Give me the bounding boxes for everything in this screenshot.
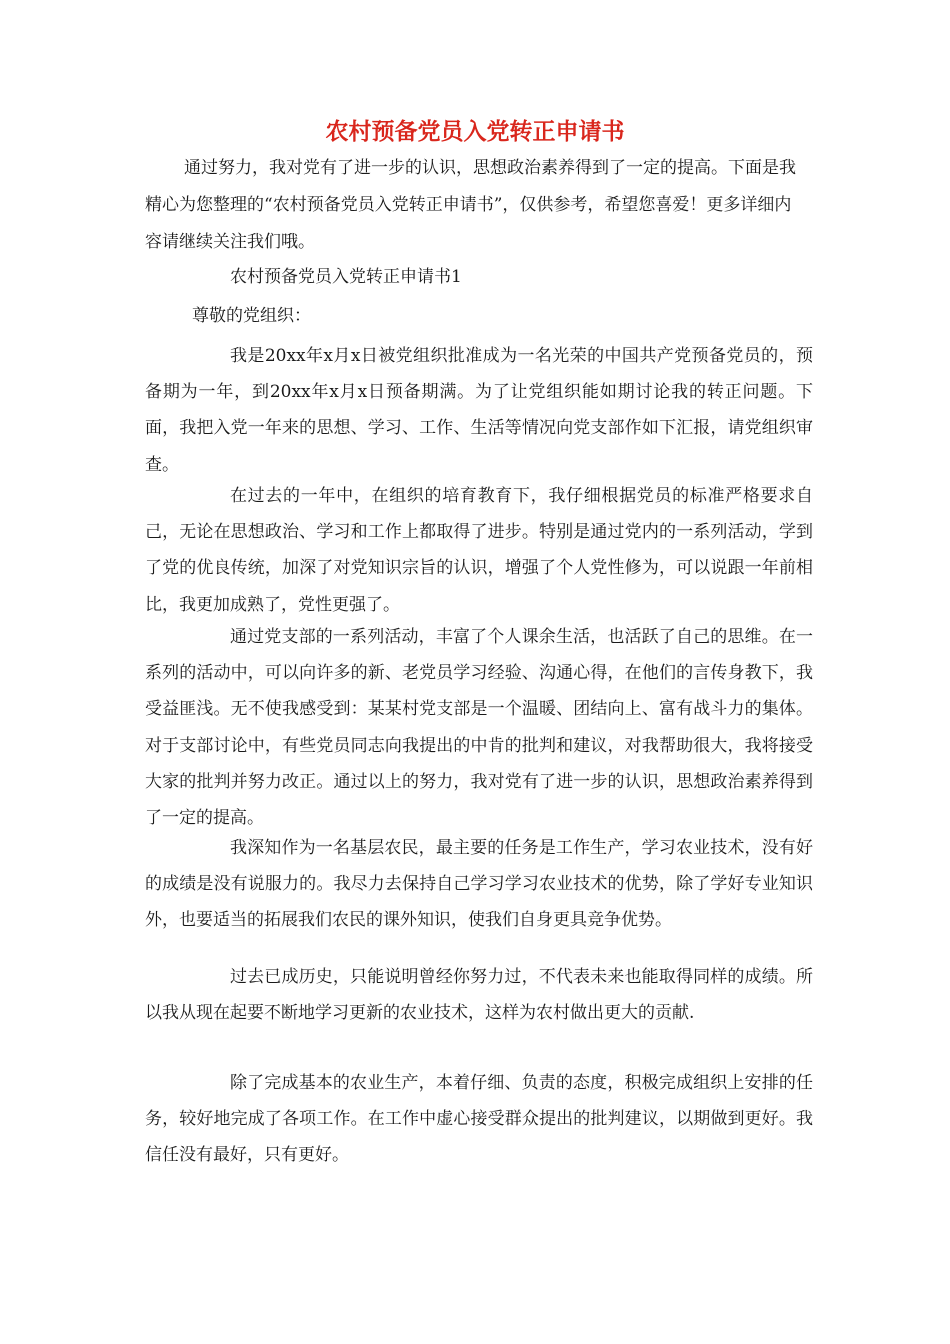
salutation: 尊敬的党组织： <box>192 306 311 326</box>
body-paragraph: 我是20xx年x月x日被党组织批准成为一名光荣的中国共产党预备党员的，预备期为一年，到20xx年x月x日预备期满。为了让党组织能如期讨论我的转正问题。下面，我把入党一年来的思想、学习、工作、生活等情况向党支部作如下汇报，请党组织审查。 <box>145 346 813 475</box>
intro-paragraph: 通过努力，我对党有了进一步的认识，思想政治素养得到了一定的提高。下面是我精心为您整理的“农村预备党员入党转正申请书”，仅供参考，希望您喜爱！更多详细内容请继续关注我们哦。 <box>145 158 796 252</box>
body-paragraph: 除了完成基本的农业生产，本着仔细、负责的态度，积极完成组织上安排的任务，较好地完成了各项工作。在工作中虚心接受群众提出的批判建议，以期做到更好。我信任没有最好，只有更好。 <box>145 1073 813 1166</box>
body-paragraph: 过去已成历史，只能说明曾经你努力过，不代表未来也能取得同样的成绩。所以我从现在起要不断地学习更新的农业技术，这样为农村做出更大的贡献. <box>145 967 813 1024</box>
body-paragraph: 我深知作为一名基层农民，最主要的任务是工作生产，学习农业技术，没有好的成绩是没有说服力的。我尽力去保持自己学习学习农业技术的优势，除了学好专业知识外，也要适当的拓展我们农民的课外知识，使我们自身更具竞争优势。 <box>145 838 813 931</box>
body-paragraph: 通过党支部的一系列活动，丰富了个人课余生活，也活跃了自己的思维。在一系列的活动中，可以向许多的新、老党员学习经验、沟通心得，在他们的言传身教下，我受益匪浅。无不使我感受到：某某村党支部是一个温暖、团结向上、富有战斗力的集体。对于支部讨论中，有些党员同志向我提出的中肯的批判和建议，对我帮助很大，我将接受大家的批判并努力改正。通过以上的努力，我对党有了进一步的认识，思想政治素养得到了一定的提高。 <box>145 627 813 829</box>
letter-subtitle: 农村预备党员入党转正申请书1 <box>230 267 462 287</box>
document-title: 农村预备党员入党转正申请书 <box>325 119 625 145</box>
body-paragraph: 在过去的一年中，在组织的培育教育下，我仔细根据党员的标准严格要求自己，无论在思想政治、学习和工作上都取得了进步。特别是通过党内的一系列活动，学到了党的优良传统，加深了对党知识宗旨的认识，增强了个人党性修为，可以说跟一年前相比，我更加成熟了，党性更强了。 <box>145 486 813 615</box>
